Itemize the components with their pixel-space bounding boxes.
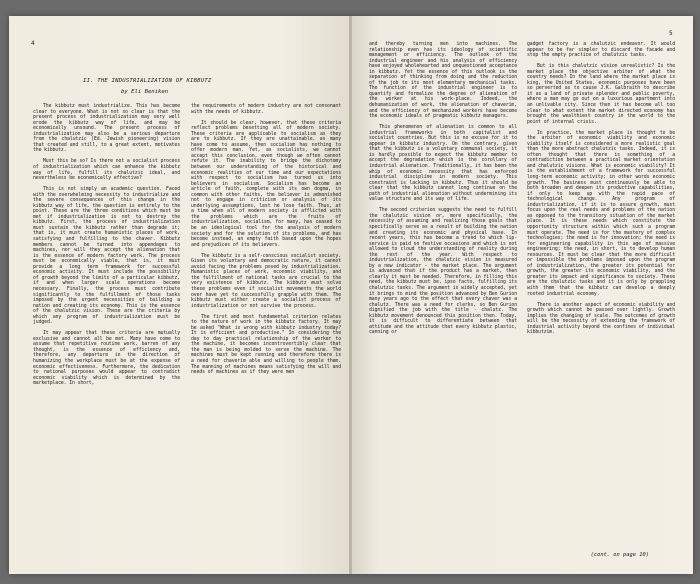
- right-page: [351, 16, 693, 574]
- paragraph: This phenomenon of alienation is common to all industrial frameworks in both capitalist and socialist countries. But this is no excuse for it to appear in kibbutz industry. On the contrary, given that the kibbutz is a voluntary communal society, it is hardly possible to expect the kibbutz member to accept the degradation which is the corollary of industrial alienation. Traditionally, it has been the whip of economic necessity that has enforced industrial discipline in modern society. This constraint is lacking in kibbutz. Thus it should be clear that the kibbutz cannot long continue on the path of industrial alienation without undermining its value structure and its way of life.: [369, 125, 517, 203]
- text-column-4: [527, 42, 675, 341]
- text-column-3: [369, 42, 517, 341]
- paragraph: The kibbutz must industrialize. This has become clear to everyone. What is not so clear is that the present process of industrialization may very well erode the kibbutz way of life, and may be economically unsound. The present process of industrialization may also be a serious departure from the chalutzic (Ed. Jewish pioneering) vision that created and still, to a great extent, motivates the kibbutz.: [33, 104, 180, 154]
- paragraph: gadget factory is a chalutzic endeavor. It would appear to be far simpler to discard the facade and stop the empty practice of chalutzic tasks.: [527, 42, 675, 59]
- page-number-left: 4: [31, 40, 35, 47]
- paragraph: The first and most fundamental criterion relates to the nature of work in the kibbutz factory. It may be asked "What is wrong with kibbutz industry today? It is efficient and productive." In considering the day to day practical relationship of the worker to the machine, it becomes incontrovertibly clear that the man is being molded to serve the machine. The machines must be kept running and therefore there is a need for chaverim able and willing to people them. The manning of machines means satisfying the will and needs of machines as if they were men: [191, 314, 341, 376]
- paragraph: In practice, the market place is thought to be the arbiter of economic viability and economic viability itself is considered a more realistic goal than the more abstract chalutzic tasks. Indeed, it is often thought that there is something of a contradiction between a practical market orientation and chalutzic visions. What is economic viability? It is the establishment of a framework for successful long-term economic activity; in other words economic growth. The business must continuously be able to both broaden and deepen its productive capabilities, if only to keep up with the rapid pace of technological change. Any program of industrialization, if it is to assure growth, must focus upon the real needs and problems of the nation as opposed to the transitory situation of the market place. It is these needs which constitute the opportunity structure within which such a program must operate. The need is for the mastery of complex technologies; the need is for innovation; the need is for engineering capability in this age of massive engineering; the need, in short, is to develop human resources. It must be clear that the more difficult or impossible the problems imposed upon the program of industrialization, the greater its potential for growth, the greater its economic viability, and the greater its impact and significance to society. These are the chalutzic tasks and it is only by grappling with them that the kibbutz can develop a deeply rooted industrial economy.: [527, 130, 675, 297]
- page-number-right: 5: [669, 30, 673, 37]
- paragraph: But is this chalutzic vision unrealistic? Is the market place the objective arbiter of what the country needs? In the land where the market place is king, the United States, economic purposes have been so perverted as to cause J.K. Galbraith to describe it as a land of private splendor and public poverty, where a man may go out on a luxurious apartment into an unlivable city. Since then it has become all too clear to what extent the market directed economy has brought the wealthiest country in the world to the point of internal crisis.: [527, 64, 675, 125]
- continuation-note: (cont. on page 10): [590, 552, 649, 558]
- paragraph: the requirements of modern industry are not consonant with the needs of kibbutz.: [191, 104, 341, 115]
- paragraph: Must this be so? Is there not a socialist process of industrialization which can enhance the kibbutz way of life, fulfill its chalutzic ideal, and nevertheless be economically effective?: [33, 159, 180, 182]
- paragraph: and thereby turning men into machines. The relationship even has its ideology of scientific management or efficiency. The outlook of the industrial engineer and his analysis of efficiency have enjoyed wholehearted and unquestioned acceptance in kibbutz. Yet the essence of this outlook is the separation of thinking from doing and the reduction of the job to its most elementary mechanical tasks. The function of the industrial engineer is to quantify and formalize the degree of alienation of the worker at his work-place. Indeed, the dehumanization of work, the alienation of chaverim, and the efficiency of mechanized workers have become the economic ideals of pragmatic kibbutz managers.: [369, 42, 517, 120]
- paragraph: There is another aspect of economic viability and growth which cannot be passed over lightly. Growth implies the changing of scale. The outcomes of growth will be the necessity of extending the framework of industrial activity beyond the confines of individual kibbutzim.: [527, 302, 675, 336]
- paragraph: It may appear that these criteria are mutually exclusive and cannot all be met. Many have come to assume that repetitive routine work, barren of any thought, is the essence of efficiency and, therefore, any departure in the direction of humanizing the workplace must be at the expense of economic effectiveness. Furthermore, the dedication to national purposes would appear to contradict economic viability which is determined by the marketplace. In short,: [33, 331, 180, 387]
- magazine-spread: [9, 16, 693, 574]
- paragraph: The second criterion suggests the need to fulfill the chalutzic vision or, more specifically, the necessity of assuming and realizing those goals that specifically serve as a result of building the nation and creating its economic and physical base. In recent years, this has become a trend to which lip-service is paid on festive occasions and which is not allowed to cloud the understanding of reality during the rest of the year. With respect to industrialization, the chalutzic vision is measured by a new indicator - the market place. The argument is advanced that if the product has a market, then clearly it must be needed. Therefore, in filling this need, the kibbutz must be, ipso facto, fulfilling its chalutzic tasks. The argument is widely accepted, yet it brings to mind the position advanced by Ben Gurion many years ago to the effect that every chaver was a chalutz. There was a need for clerks, so Ben Gurion dignified the job with the title - chalutz. The kibbutz movement denounced this position then. Today, it is difficult to differentiate between that attitude and the attitude that every kibbutz plastic, canning or: [369, 208, 517, 336]
- article-heading: II. THE INDUSTRIALIZATION OF KIBBUTZ: [83, 78, 212, 84]
- paragraph: The kibbutz is a self-conscious socialist society. Given its voluntary and democratic nature, it cannot avoid facing the problems posed by industrialization. Humanistic places of work, economic viability, and the fulfillment of national tasks are crucial to the very existence of kibbutz. The kibbutz must solve these problems even if socialist movements the world over have yet to successfully grapple with them. The kibbutz must either create a socialist process of industrialization or not survive the process.: [191, 253, 341, 309]
- text-column-1: [33, 104, 180, 392]
- paragraph: It should be clear, however, that these criteria reflect problems besetting all of modern society. These criteria are applicable to socialism as they are to kibbutz. If they are unattainable, as many have come to assume, then socialism has nothing to offer modern man. Yet, as socialists, we cannot accept this conclusion, even though we often cannot refute it. The inability to bridge the dichotomy between our understanding of the historical and economic realities of our time and our expectations with respect to socialism has turned us into believers in socialism. Socialism has become an article of faith, complete with its own dogma, in common with other faiths, the believer is admonished not to engage in criticism or analysis of its underlying assumptions, lest he lose faith. Thus, at a time when all of modern society is afflicted with the problems which are the fruits of industrialization, socialism, for many, has ceased to be an ideological tool for the analysis of modern society and for the solution of its problems, and has become instead, an empty faith based upon the hopes and prejudices of its believers.: [191, 120, 341, 248]
- paragraph: This is not simply an academic question. Faced with the overwhelming necessity to industrialize and the severe consequences of this change in the kibbutz way of life, the question is entirely to the point. These are the three conditions which must be met if industrialization is not to destroy the kibbutz. First, the process of industrialization must sustain the kibbutz rather than degrade it; that is, it must create humanistic places of work, satisfying and fulfilling to the chaver. Kibbutz members cannot be turned into appendages to machines, nor will they accept the alienation that is the essence of modern factory work. The process must be economically viable, that is, it must provide a long term framework for successful economic activity. It must include the possibility of growth beyond the limits of a particular kibbutz, if and when larger scale operations become necessary. Finally, the process must contribute significantly to the fulfillment of those tasks imposed by the urgent necessities of building a nation and creating its economy. This is the essence of the chalutzic vision. These are the criteria by which any program of industrialization must be judged.: [33, 187, 180, 326]
- page-spine: [349, 16, 352, 574]
- left-page: [9, 16, 351, 574]
- article-byline: by Eli Beniken: [121, 89, 169, 95]
- text-column-2: [191, 104, 341, 381]
